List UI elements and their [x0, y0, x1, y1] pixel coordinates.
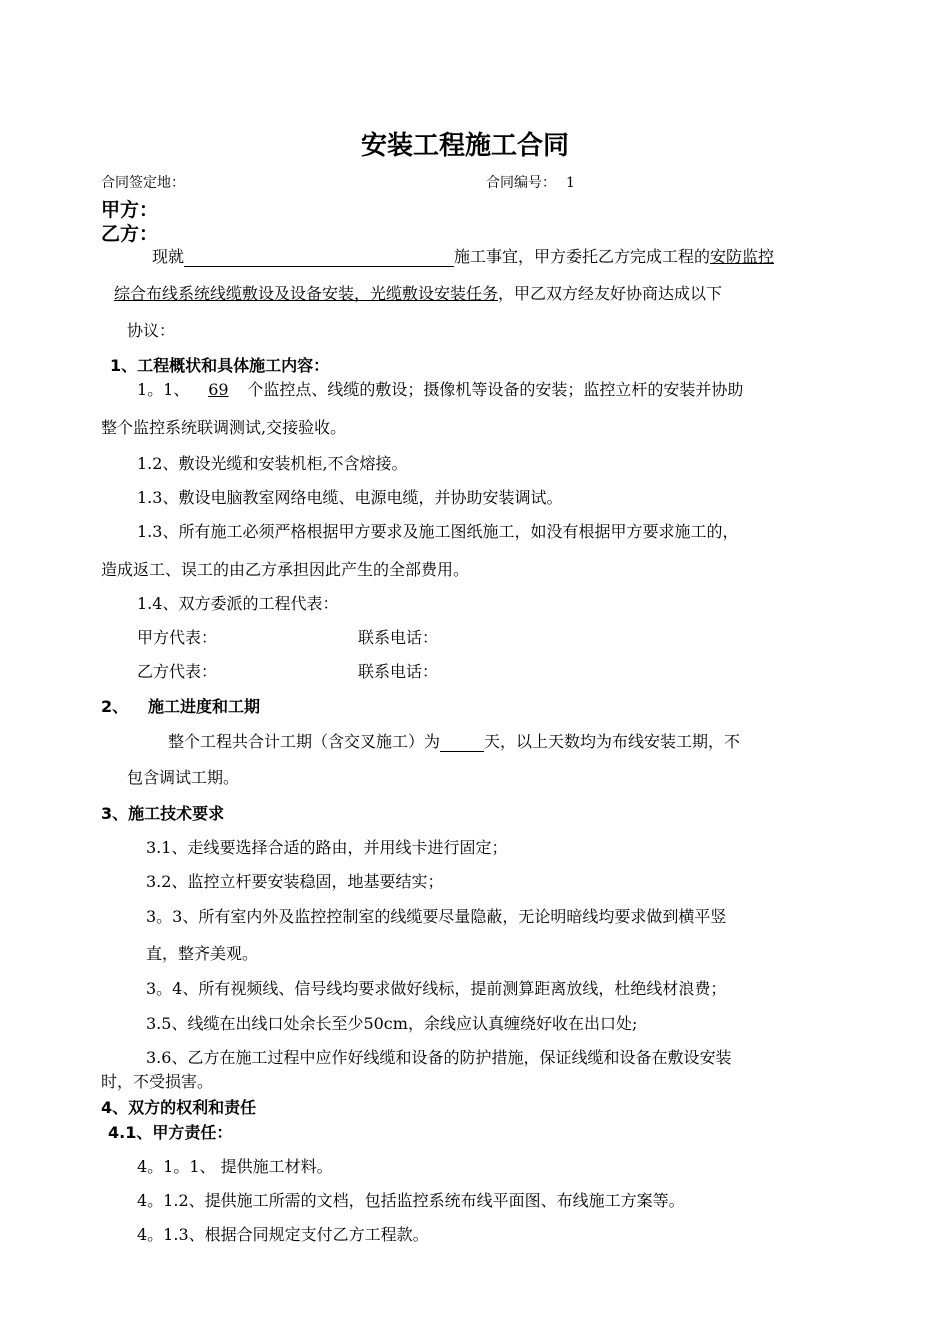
section-1-item-3: 1.3、敷设电脑教室网络电缆、电源电缆，并协助安装调试。: [137, 488, 563, 507]
section-3-item-6: 3.6、乙方在施工过程中应作好线缆和设备的防护措施，保证线缆和设备在敷设安装: [146, 1048, 732, 1067]
contract-number-value: 1: [566, 175, 575, 191]
section-1-item-5: 1.4、双方委派的工程代表：: [137, 594, 339, 613]
section-1-item-1: 1。1、 69 个监控点、线缆的敷设；摄像机等设备的安装；监控立杆的安装并协助: [137, 380, 744, 399]
contract-number-label: 合同编号： 1: [486, 175, 575, 191]
rep-a-phone-label: 联系电话：: [358, 628, 439, 647]
party-b-label: 乙方：: [101, 223, 159, 245]
section-3-item-3-cont: 直，整齐美观。: [146, 944, 259, 963]
page-title: 安装工程施工合同: [361, 131, 570, 161]
monitor-point-count: 69: [208, 380, 229, 399]
intro-line-2: 综合布线系统线缆敷设及设备安装，光缆敷设安装任务，甲乙双方经友好协商达成以下: [114, 284, 723, 303]
intro-line-1: 现就 施工事宜，甲方委托乙方完成工程的安防监控: [152, 247, 775, 266]
section-2-text: 整个工程共合计工期（含交叉施工）为 天，以上天数均为布线安装工期，不: [168, 732, 741, 751]
section-4-item-2: 4。1.2、提供施工所需的文档，包括监控系统布线平面图、布线施工方案等。: [137, 1191, 685, 1210]
section-2-number: 2、: [101, 697, 129, 716]
section-3-heading: 3、施工技术要求: [101, 804, 225, 823]
section-2-text-cont: 包含调试工期。: [127, 768, 240, 787]
signing-place-label: 合同签定地：: [101, 175, 185, 191]
section-1-item-2: 1.2、敷设光缆和安装机柜,不含熔接。: [137, 454, 408, 473]
section-4-heading: 4、双方的权利和责任: [101, 1098, 257, 1117]
section-4-item-3: 4。1.3、根据合同规定支付乙方工程款。: [137, 1225, 429, 1244]
project-name-blank: [184, 250, 454, 267]
section-2-heading: 施工进度和工期: [148, 697, 261, 716]
section-3-item-6-cont: 时，不受损害。: [101, 1072, 214, 1091]
intro-line-3: 协议：: [127, 321, 176, 340]
section-1-item-4-cont: 造成返工、误工的由乙方承担因此产生的全部费用。: [101, 560, 470, 579]
section-3-item-4: 3。4、所有视频线、信号线均要求做好线标，提前测算距离放线，杜绝线材浪费；: [146, 979, 727, 998]
section-3-item-3: 3。3、所有室内外及监控控制室的线缆要尽量隐蔽，无论明暗线均要求做到横平竖: [146, 907, 727, 926]
section-3-item-5: 3.5、线缆在出线口处余长至少50cm，余线应认真缠绕好收在出口处;: [146, 1014, 638, 1033]
section-4-item-1: 4。1。1、 提供施工材料。: [137, 1157, 333, 1176]
section-1-heading: 1、工程概状和具体施工内容：: [110, 356, 330, 375]
section-1-item-1-cont: 整个监控系统联调测试,交接验收。: [101, 418, 347, 437]
rep-b-label: 乙方代表：: [137, 662, 218, 681]
section-3-item-1: 3.1、走线要选择合适的路由，并用线卡进行固定；: [146, 838, 508, 857]
section-4-sub-heading: 4.1、甲方责任：: [108, 1123, 233, 1142]
party-a-label: 甲方：: [101, 199, 159, 221]
section-3-item-2: 3.2、监控立杆要安装稳固，地基要结实；: [146, 872, 444, 891]
rep-b-phone-label: 联系电话：: [358, 662, 439, 681]
section-1-item-4: 1.3、所有施工必须严格根据甲方要求及施工图纸施工，如没有根据甲方要求施工的，: [137, 522, 739, 541]
rep-a-label: 甲方代表：: [137, 628, 218, 647]
duration-blank: [440, 735, 484, 752]
